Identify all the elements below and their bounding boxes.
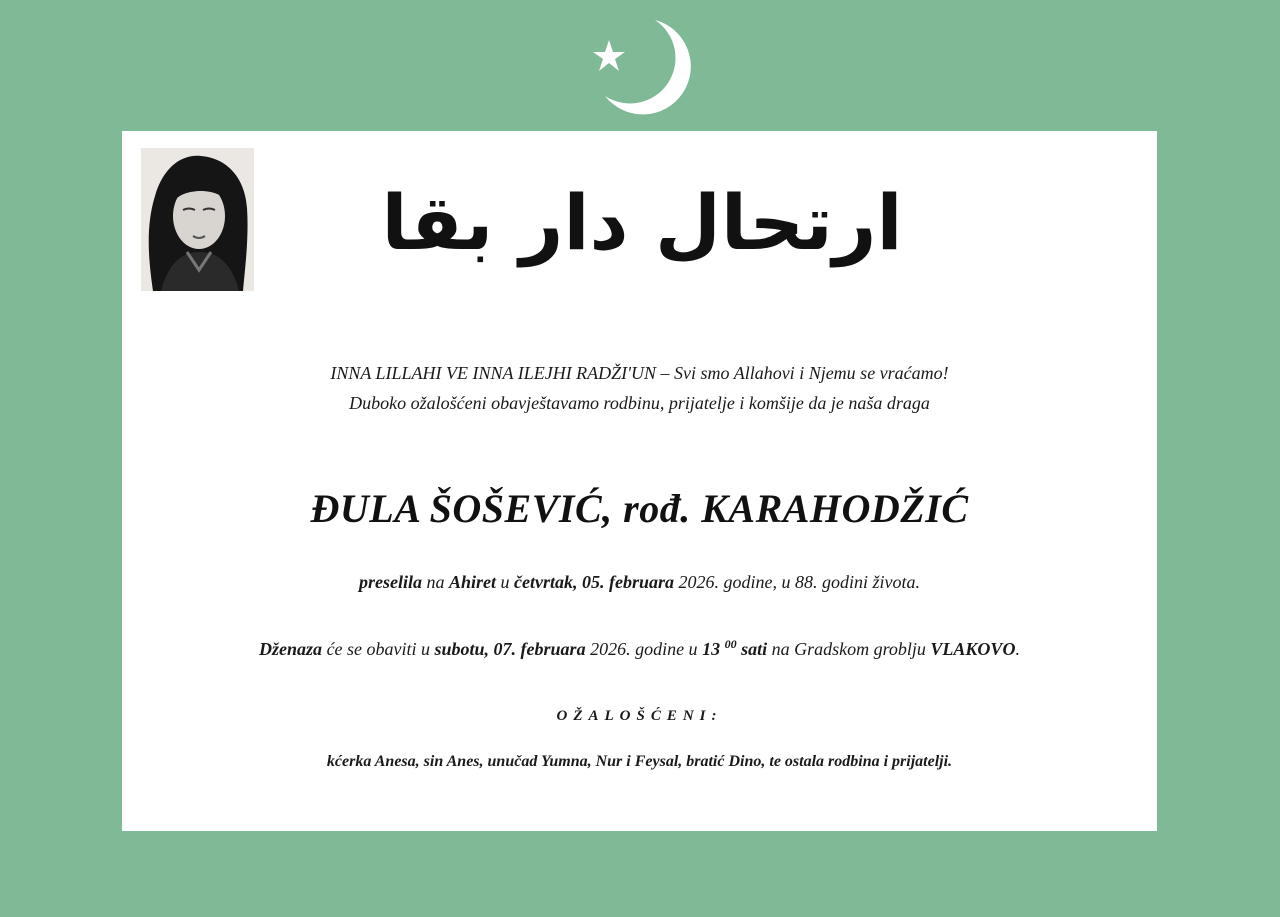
death-announcement	[122, 572, 1157, 593]
death-rest: 2026. godine, u 88. godini života.	[674, 572, 920, 592]
funeral-announcement	[122, 637, 1157, 660]
intro-line-2: Duboko ožalošćeni obavještavamo rodbinu, prijatelje i komšije da je naša draga	[349, 393, 930, 413]
funeral-part2: 2026. godine u	[585, 639, 703, 659]
death-place: Ahiret	[449, 572, 497, 592]
obituary-card	[122, 131, 1157, 831]
funeral-part3: na Gradskom groblju	[767, 639, 931, 659]
funeral-minutes: 00	[724, 637, 737, 651]
arabic-calligraphy	[381, 151, 903, 286]
death-verb: preselila	[359, 572, 422, 592]
deceased-name: ĐULA ŠOŠEVIĆ, rođ. KARAHODŽIĆ	[310, 486, 969, 531]
calligraphy-text: ارتحال دار بقا	[381, 178, 903, 267]
crescent-star-icon	[585, 14, 695, 122]
death-date: četvrtak, 05. februara	[514, 572, 674, 592]
funeral-hour: 13	[702, 639, 721, 659]
portrait-photo	[141, 148, 254, 291]
death-u: u	[496, 572, 515, 592]
intro-line-1: INNA LILLAHI VE INNA ILEJHI RADŽI'UN – Svi smo Allahovi i Njemu se vraćamo!	[330, 363, 949, 383]
mourners-title: OŽALOŠĆENI:	[556, 708, 723, 724]
funeral-part1: će se obaviti u	[322, 639, 435, 659]
funeral-end: .	[1015, 639, 1020, 659]
funeral-date: subotu, 07. februara	[434, 639, 586, 659]
mourners-list: kćerka Anesa, sin Anes, unučad Yumna, Nur i Feysal, bratić Dino, te ostala rodbina i prijatelji.	[326, 753, 953, 770]
funeral-word: Dženaza	[259, 639, 323, 659]
funeral-cemetery: VLAKOVO	[930, 639, 1016, 659]
funeral-sati: sati	[736, 639, 768, 659]
death-na: na	[422, 572, 449, 592]
